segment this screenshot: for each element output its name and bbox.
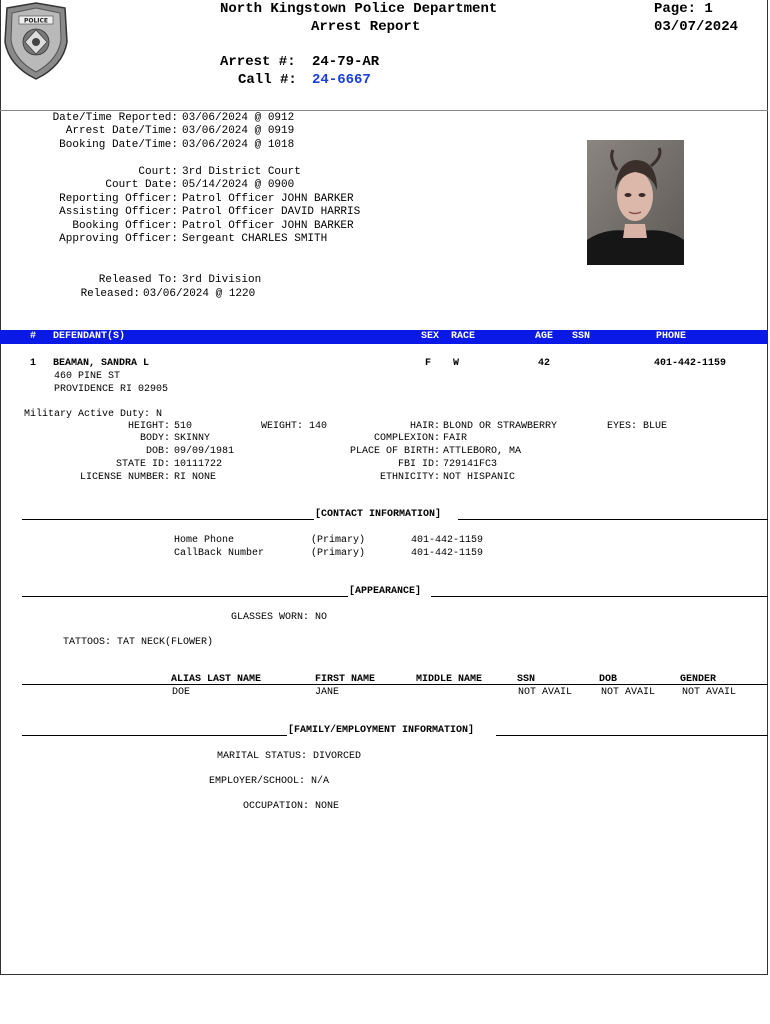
reported-value: 03/06/2024 @ 0912	[182, 112, 295, 124]
alias-col-first: FIRST NAME	[315, 674, 376, 685]
released-label: Released:	[80, 288, 140, 300]
booking-time-label: Booking Date/Time:	[59, 139, 178, 151]
occupation: OCCUPATION: NONE	[243, 801, 340, 812]
released-to-label: Released To:	[98, 274, 178, 286]
contact-priority-1: (Primary)	[311, 535, 366, 546]
page-number: Page: 1	[654, 1, 713, 17]
col-sex: SEX	[421, 331, 440, 342]
alias-dob: NOT AVAIL	[601, 687, 656, 698]
court-date-value: 05/14/2024 @ 0900	[182, 179, 295, 191]
contact-section-title: [CONTACT INFORMATION]	[315, 509, 442, 520]
court-value: 3rd District Court	[182, 166, 301, 178]
contact-type-1: Home Phone	[174, 535, 235, 546]
court-date-label: Court Date:	[105, 179, 178, 191]
fbi-id-value: 729141FC3	[443, 459, 498, 470]
approving-officer-value: Sergeant CHARLES SMITH	[182, 233, 328, 245]
glasses-worn: GLASSES WORN: NO	[231, 612, 328, 623]
contact-number-1: 401-442-1159	[411, 535, 484, 546]
defendant-header-bar	[0, 330, 768, 344]
appearance-rule-right	[431, 596, 768, 597]
defendant-address-line2: PROVIDENCE RI 02905	[54, 384, 169, 395]
alias-col-gender: GENDER	[680, 674, 717, 685]
family-rule-left	[22, 735, 287, 736]
released-value: 03/06/2024 @ 1220	[143, 288, 256, 300]
appearance-rule-left	[22, 596, 348, 597]
col-age: AGE	[535, 331, 554, 342]
family-rule-right	[496, 735, 768, 736]
call-number-link[interactable]: 24-6667	[312, 72, 371, 88]
ethnicity-value: NOT HISPANIC	[443, 472, 516, 483]
defendant-name: BEAMAN, SANDRA L	[53, 358, 150, 369]
contact-rule-right	[458, 519, 768, 520]
arrest-number-label: Arrest #:	[220, 54, 296, 70]
call-number-label: Call #:	[238, 72, 297, 88]
military-duty: Military Active Duty: N	[24, 409, 163, 420]
defendant-address-line1: 460 PINE ST	[54, 371, 121, 382]
height-value: 510	[174, 421, 193, 432]
report-date: 03/07/2024	[654, 19, 739, 35]
ethnicity-label: ETHNICITY:	[379, 472, 440, 483]
dob-value: 09/09/1981	[174, 446, 235, 457]
marital-status: MARITAL STATUS: DIVORCED	[217, 751, 362, 762]
defendant-age: 42	[538, 358, 551, 369]
alias-header-rule	[22, 684, 768, 685]
reporting-officer-value: Patrol Officer JOHN BARKER	[182, 193, 354, 205]
defendant-phone: 401-442-1159	[654, 358, 727, 369]
body-label: BODY:	[139, 433, 170, 444]
arrest-time-label: Arrest Date/Time:	[65, 125, 178, 137]
alias-col-ssn: SSN	[517, 674, 536, 685]
alias-col-last: ALIAS LAST NAME	[171, 674, 262, 685]
assisting-officer-value: Patrol Officer DAVID HARRIS	[182, 206, 361, 218]
reporting-officer-label: Reporting Officer:	[59, 193, 178, 205]
appearance-section-title: [APPEARANCE]	[349, 586, 422, 597]
state-id-value: 10111722	[174, 459, 223, 470]
pob-label: PLACE OF BIRTH:	[349, 446, 440, 457]
complexion-value: FAIR	[443, 433, 468, 444]
height-label: HEIGHT:	[127, 421, 170, 432]
defendant-sex: F	[425, 358, 432, 369]
col-defendant: DEFENDANT(S)	[53, 331, 126, 342]
contact-rule-left	[22, 519, 314, 520]
state-id-label: STATE ID:	[115, 459, 170, 470]
booking-time-value: 03/06/2024 @ 1018	[182, 139, 295, 151]
arrest-number: 24-79-AR	[312, 54, 380, 70]
alias-col-middle: MIDDLE NAME	[416, 674, 483, 685]
released-to-value: 3rd Division	[182, 274, 262, 286]
contact-number-2: 401-442-1159	[411, 548, 484, 559]
contact-type-2: CallBack Number	[174, 548, 265, 559]
svg-text:POLICE: POLICE	[23, 17, 49, 25]
police-badge-logo	[3, 2, 69, 80]
col-race: RACE	[451, 331, 476, 342]
defendant-photo	[587, 140, 684, 265]
alias-ssn: NOT AVAIL	[518, 687, 573, 698]
fbi-id-label: FBI ID:	[397, 459, 440, 470]
reported-label: Date/Time Reported:	[52, 112, 178, 124]
hair-label: HAIR:	[409, 421, 440, 432]
license-label: LICENSE NUMBER:	[79, 472, 170, 483]
court-label: Court:	[138, 166, 178, 178]
booking-officer-label: Booking Officer:	[72, 220, 178, 232]
department-name: North Kingstown Police Department	[220, 1, 498, 17]
weight-value: WEIGHT: 140	[261, 421, 328, 432]
defendant-number: 1	[30, 358, 37, 369]
report-title: Arrest Report	[311, 19, 421, 35]
alias-last: DOE	[172, 687, 191, 698]
complexion-label: COMPLEXION:	[373, 433, 440, 444]
defendant-race: W	[453, 358, 460, 369]
alias-first: JANE	[315, 687, 340, 698]
hair-value: BLOND OR STRAWBERRY	[443, 421, 558, 432]
col-phone: PHONE	[656, 331, 687, 342]
col-ssn: SSN	[572, 331, 591, 342]
contact-priority-2: (Primary)	[311, 548, 366, 559]
tattoos: TATTOOS: TAT NECK(FLOWER)	[63, 637, 214, 648]
alias-gender: NOT AVAIL	[682, 687, 737, 698]
approving-officer-label: Approving Officer:	[59, 233, 178, 245]
eyes-value: EYES: BLUE	[607, 421, 668, 432]
dob-label: DOB:	[145, 446, 170, 457]
license-value: RI NONE	[174, 472, 217, 483]
body-value: SKINNY	[174, 433, 211, 444]
assisting-officer-label: Assisting Officer:	[59, 206, 178, 218]
header-divider	[0, 110, 768, 111]
alias-col-dob: DOB	[599, 674, 618, 685]
booking-officer-value: Patrol Officer JOHN BARKER	[182, 220, 354, 232]
employer-school: EMPLOYER/SCHOOL: N/A	[209, 776, 330, 787]
arrest-time-value: 03/06/2024 @ 0919	[182, 125, 295, 137]
family-section-title: [FAMILY/EMPLOYMENT INFORMATION]	[288, 725, 475, 736]
col-number: #	[30, 331, 37, 342]
pob-value: ATTLEBORO, MA	[443, 446, 522, 457]
